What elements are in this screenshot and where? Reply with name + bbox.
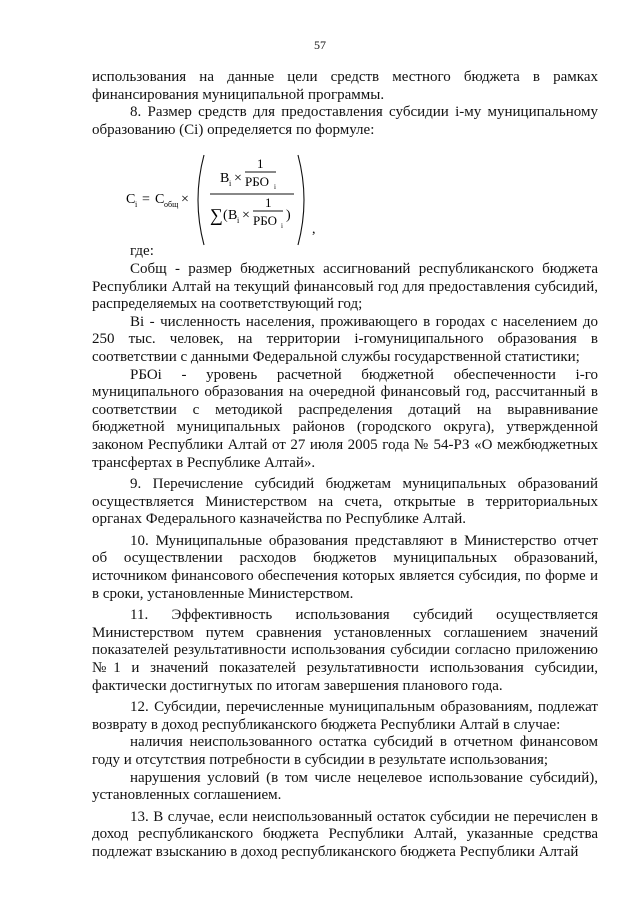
document-body <box>92 69 598 862</box>
paragraph-12-b: нарушения условий (в том числе нецелевое использование субсидий), установленных соглашением. <box>92 769 598 804</box>
formula-num-rbo-sub: i <box>274 183 276 191</box>
formula-den-lparen: ( <box>223 208 228 223</box>
formula-num-times: × <box>234 171 242 186</box>
paragraph-12-a: наличия неиспользованного остатка субсидий в отчетном финансовом году и отсутствия потребности в субсидии в результате использования; <box>92 734 598 768</box>
formula-num-one: 1 <box>257 156 264 171</box>
formula-ci-sub: i <box>135 200 138 209</box>
paragraph-12: 12. Субсидии, перечисленные муниципальным образованиям, подлежат возврату в доход республиканского бюджета Республики Алтай в случае: <box>92 699 598 733</box>
paragraph-8: 8. Размер средств для предоставления субсидии i-му муниципальному образованию (Ci) определяется по формуле: <box>92 104 598 138</box>
page-number: 57 <box>314 38 326 52</box>
formula-cobsh-sub: общ <box>164 200 179 209</box>
paragraph-10: 10. Муниципальные образования представляют в Министерство отчет об осуществлении расходов бюджетов муниципальных образований, источником финансового обеспечения которых является субсидия, по форме и в сроки, установленные Министерством. <box>92 532 598 602</box>
formula-num-rbo: РБО <box>245 174 269 189</box>
paragraph-11: 11. Эффективность использования субсидий осуществляется Министерством путем сравнения установленных соглашением значений показателей результативности использования субсидии согласно приложению №1 и значений показателей результативности использования субсидии, фактически достигнутых по итогам завершения планового года. <box>92 607 598 694</box>
paragraph-13: 13. В случае, если неиспользованный остаток субсидии не перечислен в доход республиканского бюджета Республики Алтай, указанные средства подлежат взысканию в доход республиканского бюджета Республики Алтай <box>92 808 598 860</box>
where-label: где: <box>130 243 154 260</box>
formula-num-b-sub: i <box>229 179 232 188</box>
formula-den-b: B <box>228 208 238 223</box>
formula-den-one: 1 <box>265 195 272 210</box>
definition-cobsh: Собщ - размер бюджетных ассигнований республиканского бюджета Республики Алтай на текущий финансовый год для предоставления субсидий, распределяемых на соответствующий год; <box>92 260 598 313</box>
formula-den-rbo-sub: i <box>281 222 283 230</box>
formula-times-1: × <box>181 192 189 207</box>
formula-den-rparen: ) <box>286 208 291 223</box>
formula-den-rbo: РБО <box>253 213 277 228</box>
formula-cobsh: C <box>155 192 165 207</box>
formula-spacer <box>92 139 598 243</box>
formula-den-times: × <box>242 208 250 223</box>
formula-num-b: B <box>220 171 230 186</box>
formula-eq: = <box>142 192 150 207</box>
formula-sigma: ∑ <box>210 205 223 225</box>
definition-bi: Bi - численность населения, проживающего в городах с населением до 250 тыс. человек, на территории i-гомуниципального образования в соответствии с данными Федеральной службы государственной статистики; <box>92 313 598 365</box>
formula-den-b-sub: i <box>237 216 240 225</box>
paragraph-9: 9. Перечисление субсидий бюджетам муниципальных образований осуществляется Министерством на счета, открытые в территориальных органах Федерального казначейства по Республике Алтай. <box>92 476 598 528</box>
definition-rboi: РБОi - уровень расчетной бюджетной обеспеченности i-го муниципального образования на очередной финансовый год, рассчитанный в соответствии с методикой распределения дотаций на выравнивание бюджетной муниципальных районов (городского округа), утвержденной законом Республики Алтай от 27 июля 2005 года № 54-РЗ «О межбюджетных трансфертах в Республике Алтай». <box>92 366 598 471</box>
formula-ci: C <box>126 192 136 207</box>
paragraph-top: использования на данные цели средств местного бюджета в рамках финансирования муниципальной программы. <box>92 69 598 103</box>
formula-comma: , <box>312 222 316 237</box>
